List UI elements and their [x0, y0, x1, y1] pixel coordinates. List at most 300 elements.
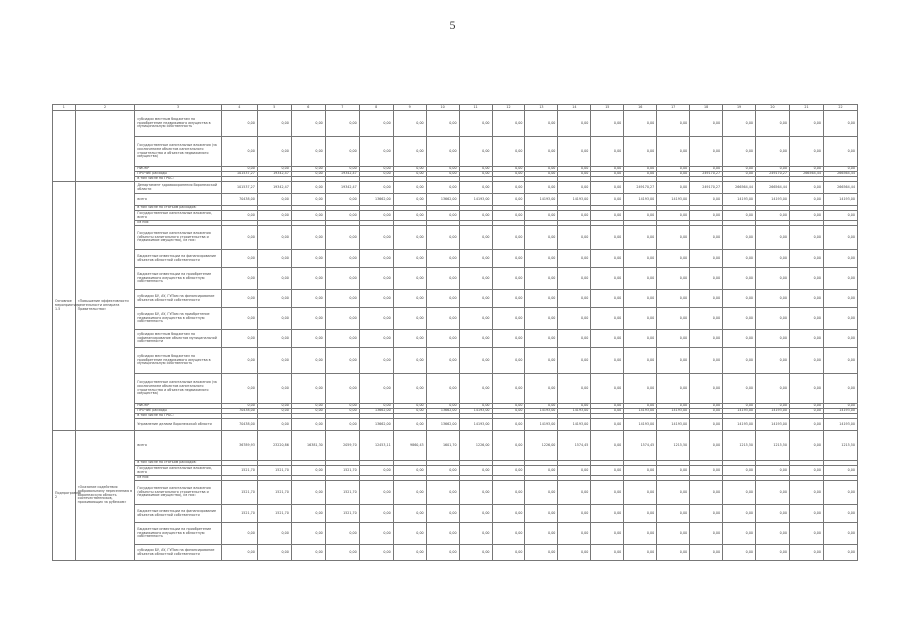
- value-cell: 0,00: [459, 330, 492, 348]
- value-cell: 0,00: [459, 505, 492, 523]
- value-cell: 0,00: [789, 250, 823, 268]
- value-cell: 1215,50: [723, 431, 756, 461]
- value-cell: 0,00: [624, 211, 657, 221]
- value-cell: 23220,86: [257, 431, 291, 461]
- value-cell: 0,00: [756, 137, 790, 167]
- table-row: [53, 137, 858, 167]
- value-cell: 14193,00: [756, 419, 790, 431]
- value-cell: 0,00: [690, 194, 723, 206]
- header-cell: 19: [723, 105, 756, 111]
- header-cell: 1: [53, 105, 76, 111]
- value-cell: 0,00: [492, 211, 525, 221]
- value-cell: 1521,70: [257, 481, 291, 505]
- value-cell: 0,00: [426, 137, 459, 167]
- table-row: [53, 431, 858, 461]
- value-cell: 0,00: [558, 111, 591, 137]
- row-description-cell: Управление делами Воронежской области: [135, 419, 221, 431]
- value-cell: 266564,44: [723, 182, 756, 194]
- value-cell: 0,00: [257, 404, 291, 409]
- value-cell: 0,00: [690, 290, 723, 308]
- value-cell: 0,00: [393, 211, 426, 221]
- value-cell: 0,00: [291, 374, 325, 404]
- value-cell: 0,00: [690, 481, 723, 505]
- value-cell: 0,00: [492, 419, 525, 431]
- value-cell: 14193,00: [525, 419, 558, 431]
- value-cell: 14193,00: [657, 419, 690, 431]
- value-cell: 0,00: [393, 226, 426, 250]
- value-cell: 0,00: [257, 250, 291, 268]
- value-cell: 0,00: [393, 290, 426, 308]
- value-cell: 0,00: [291, 466, 325, 476]
- value-cell: 0,00: [492, 545, 525, 561]
- value-cell: 0,00: [591, 505, 624, 523]
- value-cell: 0,00: [492, 111, 525, 137]
- value-cell: 0,00: [525, 374, 558, 404]
- row-description-cell: Государственные капитальные вложения (объекты капитального строительства и недвижимое имущество), из них:: [135, 481, 221, 505]
- value-cell: 0,00: [823, 348, 857, 374]
- value-cell: 0,00: [221, 374, 257, 404]
- value-cell: 266564,44: [789, 172, 823, 177]
- value-cell: 0,00: [325, 419, 359, 431]
- value-cell: 0,00: [789, 111, 823, 137]
- value-cell: 1574,45: [624, 431, 657, 461]
- value-cell: 0,00: [257, 268, 291, 290]
- value-cell: 0,00: [393, 330, 426, 348]
- value-cell: 0,00: [393, 404, 426, 409]
- table-row: [53, 211, 858, 221]
- value-cell: 0,00: [723, 308, 756, 330]
- value-cell: 0,00: [221, 330, 257, 348]
- value-cell: 0,00: [525, 466, 558, 476]
- value-cell: 0,00: [690, 268, 723, 290]
- value-cell: 0,00: [525, 348, 558, 374]
- value-cell: 0,00: [558, 172, 591, 177]
- value-cell: 1226,00: [459, 431, 492, 461]
- value-cell: 0,00: [459, 211, 492, 221]
- value-cell: 0,00: [325, 374, 359, 404]
- value-cell: 14193,00: [756, 194, 790, 206]
- value-cell: 0,00: [756, 348, 790, 374]
- value-cell: 1215,50: [657, 431, 690, 461]
- value-cell: 16381,30: [291, 431, 325, 461]
- value-cell: 0,00: [257, 374, 291, 404]
- table-row: [53, 226, 858, 250]
- value-cell: 0,00: [789, 194, 823, 206]
- value-cell: 0,00: [723, 374, 756, 404]
- value-cell: 101537,27: [221, 172, 257, 177]
- row-description-cell: Департамент здравоохранения Воронежской области: [135, 182, 221, 194]
- value-cell: 0,00: [325, 167, 359, 172]
- value-cell: 0,00: [558, 211, 591, 221]
- value-cell: 0,00: [624, 111, 657, 137]
- row-description-cell: субсидии БУ, АУ, ГУПам на финансирование объектов областной собственности: [135, 290, 221, 308]
- row-description-cell: всего: [135, 194, 221, 206]
- value-cell: 0,00: [558, 374, 591, 404]
- value-cell: 0,00: [257, 523, 291, 545]
- value-cell: 0,00: [221, 137, 257, 167]
- value-cell: 0,00: [393, 409, 426, 414]
- value-cell: 0,00: [393, 523, 426, 545]
- value-cell: 0,00: [359, 182, 393, 194]
- row-description-cell: из них: [135, 221, 221, 226]
- row-description-cell: субсидии БУ, АУ, ГУПам на приобретение недвижимого имущества в областную собственность: [135, 308, 221, 330]
- value-cell: 0,00: [723, 167, 756, 172]
- value-cell: 0,00: [492, 404, 525, 409]
- value-cell: 0,00: [393, 348, 426, 374]
- value-cell: 0,00: [426, 308, 459, 330]
- value-cell: 0,00: [291, 404, 325, 409]
- value-cell: 0,00: [624, 545, 657, 561]
- value-cell: 0,00: [393, 268, 426, 290]
- value-cell: 0,00: [823, 226, 857, 250]
- value-cell: 0,00: [359, 523, 393, 545]
- table-row: [53, 182, 858, 194]
- value-cell: 0,00: [325, 194, 359, 206]
- value-cell: 0,00: [591, 268, 624, 290]
- value-cell: 0,00: [591, 348, 624, 374]
- value-cell: 0,00: [789, 545, 823, 561]
- value-cell: 0,00: [459, 466, 492, 476]
- value-cell: 0,00: [789, 226, 823, 250]
- table-row: [53, 250, 858, 268]
- row-description-cell: субсидии местным бюджетам на софинансирование объектов муниципальной собственности: [135, 330, 221, 348]
- value-cell: 0,00: [558, 268, 591, 290]
- value-cell: 0,00: [723, 111, 756, 137]
- value-cell: 36789,93: [221, 431, 257, 461]
- value-cell: 0,00: [426, 374, 459, 404]
- value-cell: 0,00: [723, 505, 756, 523]
- value-cell: 0,00: [291, 211, 325, 221]
- table-row: [53, 523, 858, 545]
- value-cell: 0,00: [459, 226, 492, 250]
- value-cell: 0,00: [525, 523, 558, 545]
- header-cell: 13: [525, 105, 558, 111]
- value-cell: 0,00: [291, 194, 325, 206]
- value-cell: 14193,00: [657, 409, 690, 414]
- value-cell: 249170,27: [624, 182, 657, 194]
- value-cell: 0,00: [690, 466, 723, 476]
- value-cell: 0,00: [257, 545, 291, 561]
- value-cell: 0,00: [492, 523, 525, 545]
- value-cell: 0,00: [558, 545, 591, 561]
- value-cell: 0,00: [359, 226, 393, 250]
- value-cell: 0,00: [657, 481, 690, 505]
- value-cell: 0,00: [624, 330, 657, 348]
- value-cell: 0,00: [558, 250, 591, 268]
- value-cell: 0,00: [756, 308, 790, 330]
- value-cell: 0,00: [492, 374, 525, 404]
- value-cell: 0,00: [426, 290, 459, 308]
- value-cell: 0,00: [459, 481, 492, 505]
- value-cell: 14193,00: [558, 409, 591, 414]
- value-cell: 0,00: [221, 545, 257, 561]
- header-cell: 20: [756, 105, 790, 111]
- row-description-cell: Государственные капитальные вложения, всего: [135, 466, 221, 476]
- header-cell: 18: [690, 105, 723, 111]
- value-cell: 14193,00: [624, 194, 657, 206]
- value-cell: 0,00: [690, 137, 723, 167]
- value-cell: 0,00: [756, 466, 790, 476]
- value-cell: 0,00: [657, 374, 690, 404]
- value-cell: 0,00: [823, 523, 857, 545]
- value-cell: 0,00: [756, 330, 790, 348]
- value-cell: 0,00: [591, 111, 624, 137]
- value-cell: 0,00: [756, 404, 790, 409]
- value-cell: 0,00: [426, 111, 459, 137]
- value-cell: 0,00: [657, 348, 690, 374]
- value-cell: 0,00: [359, 290, 393, 308]
- value-cell: 0,00: [690, 250, 723, 268]
- value-cell: 14193,00: [525, 409, 558, 414]
- value-cell: 0,00: [558, 466, 591, 476]
- value-cell: 0,00: [591, 182, 624, 194]
- value-cell: 0,00: [325, 545, 359, 561]
- value-cell: 0,00: [756, 290, 790, 308]
- value-cell: 0,00: [823, 250, 857, 268]
- table-row: [53, 545, 858, 561]
- value-cell: 0,00: [393, 545, 426, 561]
- value-cell: 0,00: [690, 431, 723, 461]
- value-cell: 0,00: [789, 523, 823, 545]
- value-cell: 0,00: [756, 211, 790, 221]
- value-cell: 0,00: [359, 348, 393, 374]
- value-cell: 0,00: [789, 211, 823, 221]
- value-cell: 0,00: [459, 404, 492, 409]
- value-cell: 0,00: [789, 409, 823, 414]
- value-cell: 0,00: [823, 404, 857, 409]
- value-cell: 0,00: [558, 481, 591, 505]
- value-cell: 0,00: [690, 404, 723, 409]
- page-number: 5: [449, 18, 456, 32]
- value-cell: 0,00: [426, 330, 459, 348]
- value-cell: 0,00: [459, 250, 492, 268]
- value-cell: 0,00: [359, 481, 393, 505]
- row-description-cell: НИОКР: [135, 404, 221, 409]
- value-cell: 0,00: [624, 466, 657, 476]
- value-cell: 0,00: [492, 250, 525, 268]
- value-cell: 0,00: [624, 523, 657, 545]
- value-cell: 0,00: [723, 545, 756, 561]
- value-cell: 0,00: [492, 226, 525, 250]
- header-cell: 4: [221, 105, 257, 111]
- value-cell: 0,00: [393, 194, 426, 206]
- value-cell: 0,00: [789, 404, 823, 409]
- value-cell: 0,00: [624, 137, 657, 167]
- value-cell: 0,00: [723, 211, 756, 221]
- value-cell: 0,00: [291, 172, 325, 177]
- value-cell: 0,00: [393, 250, 426, 268]
- value-cell: 0,00: [789, 505, 823, 523]
- value-cell: 0,00: [492, 330, 525, 348]
- value-cell: 0,00: [723, 268, 756, 290]
- value-cell: 14193,00: [624, 419, 657, 431]
- header-cell: 5: [257, 105, 291, 111]
- value-cell: 0,00: [291, 545, 325, 561]
- value-cell: 0,00: [789, 466, 823, 476]
- value-cell: 0,00: [525, 137, 558, 167]
- value-cell: 0,00: [291, 409, 325, 414]
- value-cell: 1521,70: [257, 505, 291, 523]
- value-cell: 0,00: [723, 348, 756, 374]
- value-cell: 0,00: [657, 268, 690, 290]
- value-cell: 0,00: [591, 409, 624, 414]
- value-cell: 0,00: [291, 348, 325, 374]
- value-cell: 0,00: [723, 523, 756, 545]
- value-cell: 0,00: [393, 481, 426, 505]
- value-cell: 0,00: [591, 137, 624, 167]
- row-code-cell: Подпрограмма 2: [53, 431, 76, 561]
- header-cell: 9: [393, 105, 426, 111]
- row-description-cell: Государственные капитальные вложения, всего: [135, 211, 221, 221]
- row-description-cell: из них: [135, 476, 221, 481]
- value-cell: 0,00: [789, 481, 823, 505]
- value-cell: 0,00: [690, 211, 723, 221]
- value-cell: 0,00: [257, 308, 291, 330]
- value-cell: 0,00: [723, 330, 756, 348]
- value-cell: 0,00: [291, 330, 325, 348]
- value-cell: 0,00: [591, 211, 624, 221]
- value-cell: 0,00: [690, 374, 723, 404]
- value-cell: 0,00: [291, 167, 325, 172]
- value-cell: 0,00: [657, 404, 690, 409]
- value-cell: 0,00: [325, 211, 359, 221]
- value-cell: 0,00: [426, 182, 459, 194]
- value-cell: 249170,27: [756, 172, 790, 177]
- value-cell: 0,00: [257, 330, 291, 348]
- value-cell: 0,00: [291, 308, 325, 330]
- value-cell: 1215,50: [823, 431, 857, 461]
- value-cell: 19342,47: [325, 182, 359, 194]
- row-description-cell: ПРОЧИЕ расходы: [135, 409, 221, 414]
- value-cell: 101537,27: [221, 182, 257, 194]
- value-cell: 19342,47: [325, 172, 359, 177]
- value-cell: 0,00: [459, 167, 492, 172]
- value-cell: 266564,44: [823, 182, 857, 194]
- value-cell: 0,00: [624, 167, 657, 172]
- row-description-cell: НИОКР: [135, 167, 221, 172]
- value-cell: 0,00: [823, 505, 857, 523]
- value-cell: 0,00: [723, 172, 756, 177]
- value-cell: 0,00: [756, 268, 790, 290]
- value-cell: 0,00: [690, 409, 723, 414]
- value-cell: 0,00: [426, 505, 459, 523]
- budget-table: [52, 104, 858, 561]
- value-cell: 0,00: [359, 505, 393, 523]
- value-cell: 0,00: [756, 505, 790, 523]
- value-cell: 0,00: [657, 172, 690, 177]
- value-cell: 0,00: [690, 545, 723, 561]
- value-cell: 0,00: [823, 111, 857, 137]
- value-cell: 0,00: [426, 268, 459, 290]
- value-cell: 14193,00: [459, 194, 492, 206]
- value-cell: 0,00: [325, 226, 359, 250]
- value-cell: 0,00: [624, 290, 657, 308]
- value-cell: 0,00: [756, 250, 790, 268]
- value-cell: 0,00: [325, 290, 359, 308]
- value-cell: 0,00: [426, 167, 459, 172]
- value-cell: 0,00: [359, 404, 393, 409]
- value-cell: 0,00: [657, 523, 690, 545]
- value-cell: 19342,47: [257, 182, 291, 194]
- value-cell: 0,00: [624, 250, 657, 268]
- value-cell: 0,00: [789, 374, 823, 404]
- value-cell: 0,00: [291, 505, 325, 523]
- value-cell: 0,00: [789, 137, 823, 167]
- value-cell: 14193,00: [723, 419, 756, 431]
- value-cell: 0,00: [257, 419, 291, 431]
- value-cell: 0,00: [657, 290, 690, 308]
- row-description-cell: Бюджетные инвестиции на финансирование объектов областной собственности: [135, 505, 221, 523]
- row-description-cell: в том числе по статьям расходов:: [135, 206, 221, 211]
- value-cell: 0,00: [492, 182, 525, 194]
- value-cell: 0,00: [257, 194, 291, 206]
- value-cell: 0,00: [657, 211, 690, 221]
- header-cell: 3: [135, 105, 221, 111]
- value-cell: 0,00: [359, 330, 393, 348]
- value-cell: 0,00: [221, 404, 257, 409]
- value-cell: 1521,70: [325, 505, 359, 523]
- value-cell: 0,00: [624, 374, 657, 404]
- value-cell: 0,00: [657, 226, 690, 250]
- table-row: [53, 290, 858, 308]
- row-description-cell: Государственные капитальные вложения (за исключением объектов капитального строительства и объектов недвижимого имущества): [135, 374, 221, 404]
- value-cell: 0,00: [591, 374, 624, 404]
- value-cell: 0,00: [756, 523, 790, 545]
- value-cell: 0,00: [690, 330, 723, 348]
- value-cell: 0,00: [558, 308, 591, 330]
- value-cell: 0,00: [624, 505, 657, 523]
- value-cell: 0,00: [558, 290, 591, 308]
- value-cell: 0,00: [723, 404, 756, 409]
- value-cell: 0,00: [459, 290, 492, 308]
- value-cell: 0,00: [426, 545, 459, 561]
- value-cell: 249170,27: [690, 172, 723, 177]
- value-cell: 0,00: [558, 523, 591, 545]
- value-cell: 0,00: [823, 268, 857, 290]
- value-cell: 0,00: [492, 481, 525, 505]
- value-cell: 2059,70: [325, 431, 359, 461]
- value-cell: 0,00: [492, 137, 525, 167]
- value-cell: 0,00: [624, 268, 657, 290]
- value-cell: 0,00: [591, 523, 624, 545]
- value-cell: 0,00: [525, 226, 558, 250]
- value-cell: 0,00: [492, 348, 525, 374]
- row-description-cell: всего: [135, 431, 221, 461]
- value-cell: 0,00: [525, 330, 558, 348]
- value-cell: 14193,00: [823, 419, 857, 431]
- value-cell: 0,00: [690, 348, 723, 374]
- value-cell: 0,00: [657, 182, 690, 194]
- row-description-cell: Бюджетные инвестиции на приобретение недвижимого имущества в областную собственность: [135, 268, 221, 290]
- row-name-cell: «Оказание содействия добровольному переселению в Воронежскую область соотечественников, проживающих за рубежом»: [75, 431, 135, 561]
- value-cell: 0,00: [459, 348, 492, 374]
- value-cell: 0,00: [291, 226, 325, 250]
- value-cell: 0,00: [591, 330, 624, 348]
- value-cell: 0,00: [789, 167, 823, 172]
- value-cell: 0,00: [591, 194, 624, 206]
- value-cell: 14193,00: [823, 194, 857, 206]
- header-cell: 14: [558, 105, 591, 111]
- value-cell: 0,00: [221, 523, 257, 545]
- value-cell: 0,00: [459, 545, 492, 561]
- value-cell: 0,00: [492, 466, 525, 476]
- value-cell: 0,00: [257, 409, 291, 414]
- header-cell: 15: [591, 105, 624, 111]
- row-name-cell: [75, 111, 135, 182]
- value-cell: 0,00: [359, 308, 393, 330]
- value-cell: 0,00: [492, 172, 525, 177]
- value-cell: 0,00: [525, 505, 558, 523]
